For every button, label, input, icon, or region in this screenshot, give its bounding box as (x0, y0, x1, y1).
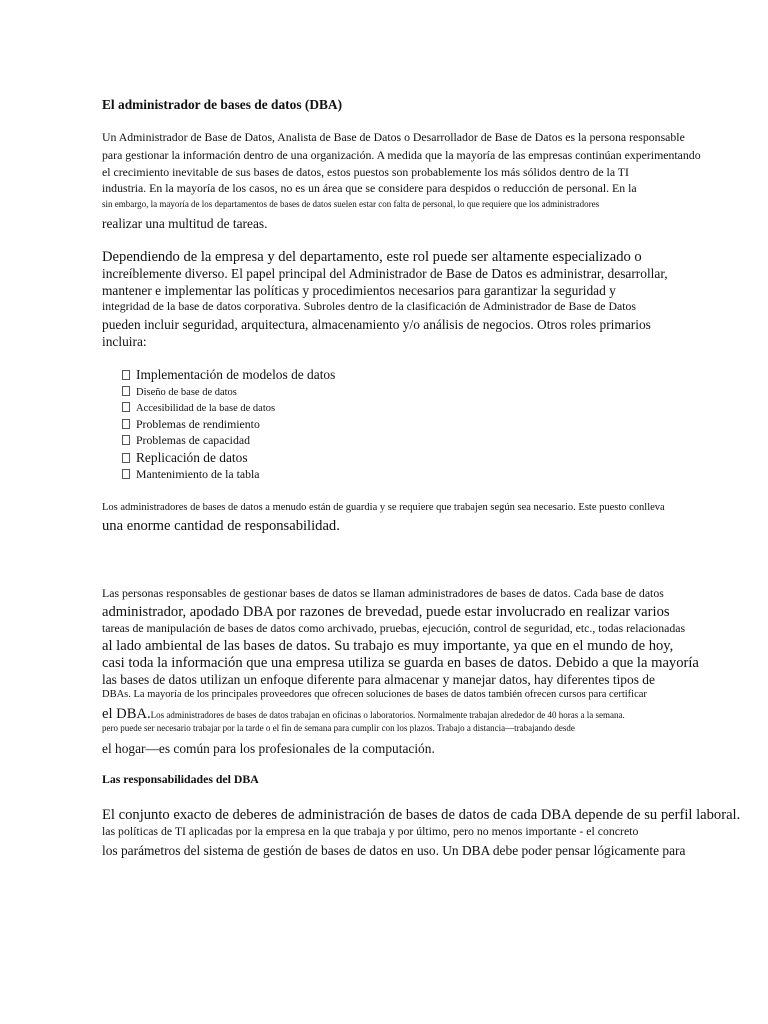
text-line: el hogar—es común para los profesionales de la computación. (102, 741, 435, 756)
text-line: casi toda la información que una empresa utiliza se guarda en bases de datos. Debido a que la mayoría (102, 655, 699, 671)
text-line: las políticas de TI aplicadas por la empresa en la que trabaja y por último, pero no menos importante - el concreto (102, 824, 639, 838)
text-line: mantener e implementar las políticas y procedimientos necesarios para garantizar la seguridad y (102, 283, 616, 298)
bullet-box-icon (122, 453, 130, 463)
list-item: Implementación de modelos de datos (122, 367, 335, 382)
text-line: las bases de datos utilizan un enfoque diferente para almacenar y manejar datos, hay diferentes tipos de (102, 672, 655, 687)
text-line: una enorme cantidad de responsabilidad. (102, 518, 340, 534)
text-line: para gestionar la información dentro de una organización. A medida que la mayoría de las empresas continúan experimentando (102, 148, 701, 162)
list-item: Accesibilidad de la base de datos (122, 402, 275, 415)
text-line: Un Administrador de Base de Datos, Analista de Base de Datos o Desarrollador de Base de Datos es la persona responsable (102, 130, 685, 144)
text-line: Dependiendo de la empresa y del departamento, este rol puede ser altamente especializado o (102, 249, 642, 265)
text-line: el crecimiento inevitable de sus bases de datos, estos puestos son probablemente los más sólidos dentro de la TI (102, 165, 629, 179)
text-line: incluira: (102, 334, 147, 349)
text-line: los parámetros del sistema de gestión de bases de datos en uso. Un DBA debe poder pensar lógicamente para (102, 843, 686, 858)
bullet-box-icon (122, 469, 130, 479)
text-line: pero puede ser necesario trabajar por la tarde o el fin de semana para cumplir con los plazos. Trabajo a distancia—trabajando desde (102, 723, 575, 733)
text-line: pueden incluir seguridad, arquitectura, almacenamiento y/o análisis de negocios. Otros roles primarios (102, 317, 651, 332)
bullet-box-icon (122, 386, 130, 396)
text-line: Las personas responsables de gestionar bases de datos se llaman administradores de bases de datos. Cada base de datos (102, 586, 664, 600)
list-item: Replicación de datos (122, 450, 248, 465)
bullet-box-icon (122, 419, 130, 429)
text-line: administrador, apodado DBA por razones de brevedad, puede estar involucrado en realizar varios (102, 604, 670, 620)
list-item: Problemas de capacidad (122, 434, 250, 448)
bullet-box-icon (122, 370, 130, 380)
text-line: Los administradores de bases de datos a menudo están de guardia y se requiere que trabajen según sea necesario. Este puesto conlleva (102, 502, 665, 513)
text-line: realizar una multitud de tareas. (102, 216, 268, 231)
text-line: integridad de la base de datos corporativa. Subroles dentro de la clasificación de Administrador de Base de Datos (102, 299, 636, 313)
list-item: Mantenimiento de la tabla (122, 468, 260, 482)
list-item: Diseño de base de datos (122, 386, 237, 399)
text-line: sin embargo, la mayoría de los departamentos de bases de datos suelen estar con falta de personal, lo que requiere que los administradores (102, 199, 600, 209)
section-heading: Las responsabilidades del DBA (102, 772, 259, 786)
text-line: el DBA.Los administradores de bases de datos trabajan en oficinas o laboratorios. Normalmente trabajan alrededor de 40 horas a la semana. (102, 706, 625, 722)
bullet-box-icon (122, 402, 130, 412)
page-title: El administrador de bases de datos (DBA) (102, 97, 343, 112)
text-line: tareas de manipulación de bases de datos como archivado, pruebas, ejecución, control de seguridad, etc., todas relacionadas (102, 621, 686, 635)
text-line: increíblemente diverso. El papel principal del Administrador de Base de Datos es administrar, desarrollar, (102, 266, 668, 281)
text-line: DBAs. La mayoría de los principales proveedores que ofrecen soluciones de bases de datos también ofrecen cursos para certificar (102, 689, 647, 700)
list-item: Problemas de rendimiento (122, 418, 260, 432)
text-line: industria. En la mayoría de los casos, no es un área que se considere para despidos o reducción de personal. En la (102, 181, 637, 195)
bullet-box-icon (122, 435, 130, 445)
text-line: El conjunto exacto de deberes de administración de bases de datos de cada DBA depende de su perfil laboral. (102, 807, 741, 823)
text-line: al lado ambiental de las bases de datos. Su trabajo es muy importante, ya que en el mundo de hoy, (102, 638, 674, 654)
